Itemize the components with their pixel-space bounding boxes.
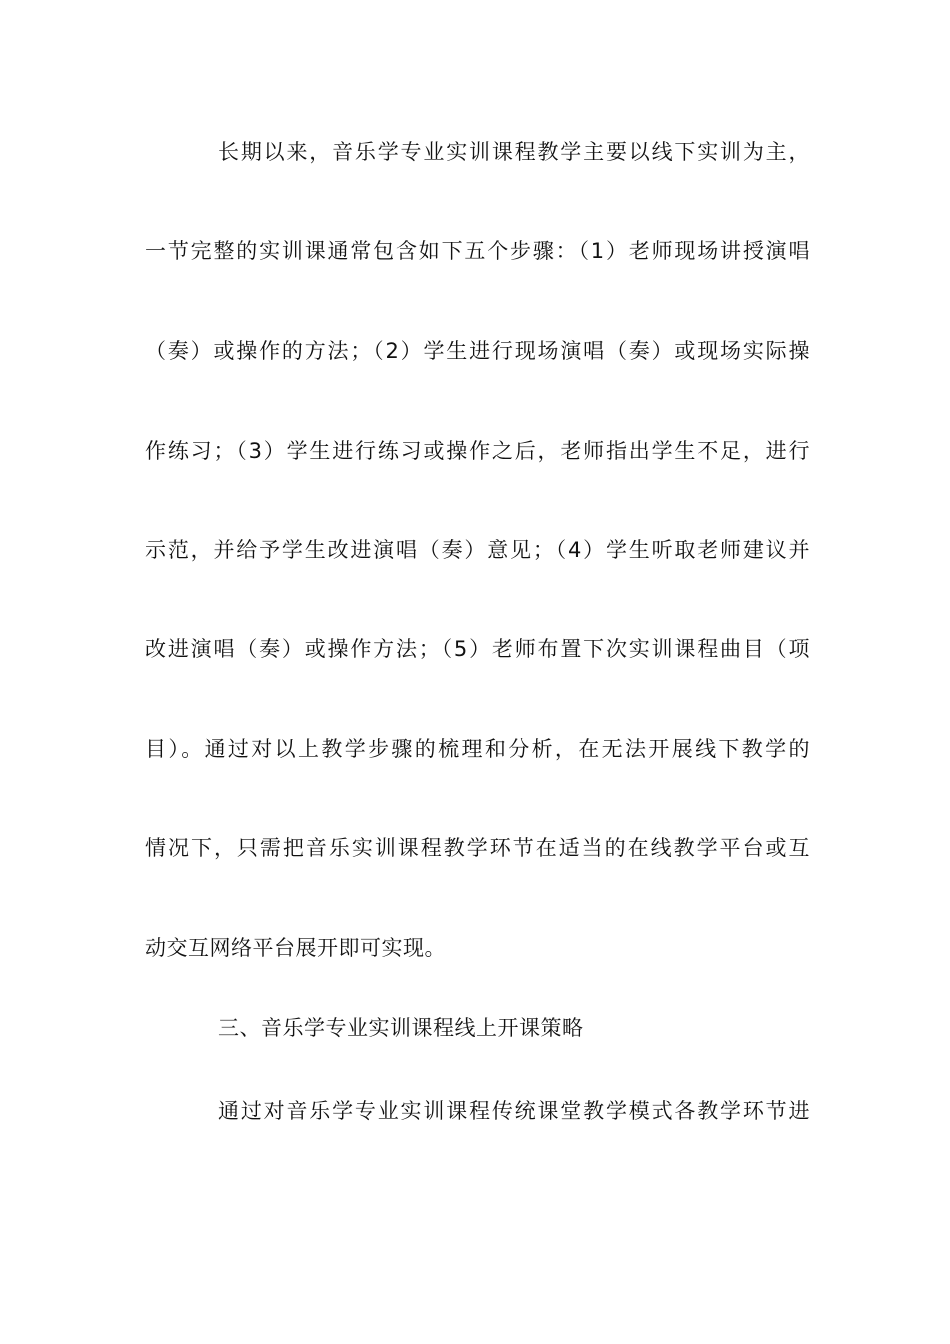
paragraph-2-line-1: 通过对音乐学专业实训课程传统课堂教学模式各教学环节进 bbox=[218, 1099, 810, 1123]
paragraph-1-line-5: 示范，并给予学生改进演唱（奏）意见；（4）学生听取老师建议并 bbox=[145, 538, 810, 562]
paragraph-1-line-7: 目）。通过对以上教学步骤的梳理和分析，在无法开展线下教学的 bbox=[145, 737, 810, 761]
section-heading: 三、音乐学专业实训课程线上开课策略 bbox=[218, 1016, 584, 1040]
paragraph-1-line-8: 情况下，只需把音乐实训课程教学环节在适当的在线教学平台或互 bbox=[145, 836, 810, 860]
paragraph-1-line-3: （奏）或操作的方法；（2）学生进行现场演唱（奏）或现场实际操 bbox=[145, 339, 810, 363]
paragraph-1-line-4: 作练习；（3）学生进行练习或操作之后，老师指出学生不足，进行 bbox=[145, 439, 810, 463]
paragraph-1-line-6: 改进演唱（奏）或操作方法；（5）老师布置下次实训课程曲目（项 bbox=[145, 637, 810, 661]
paragraph-1-line-9: 动交互网络平台展开即可实现。 bbox=[145, 936, 446, 960]
paragraph-1-line-1: 长期以来，音乐学专业实训课程教学主要以线下实训为主， bbox=[218, 140, 810, 164]
paragraph-1-line-2: 一节完整的实训课通常包含如下五个步骤：（1）老师现场讲授演唱 bbox=[145, 239, 810, 263]
